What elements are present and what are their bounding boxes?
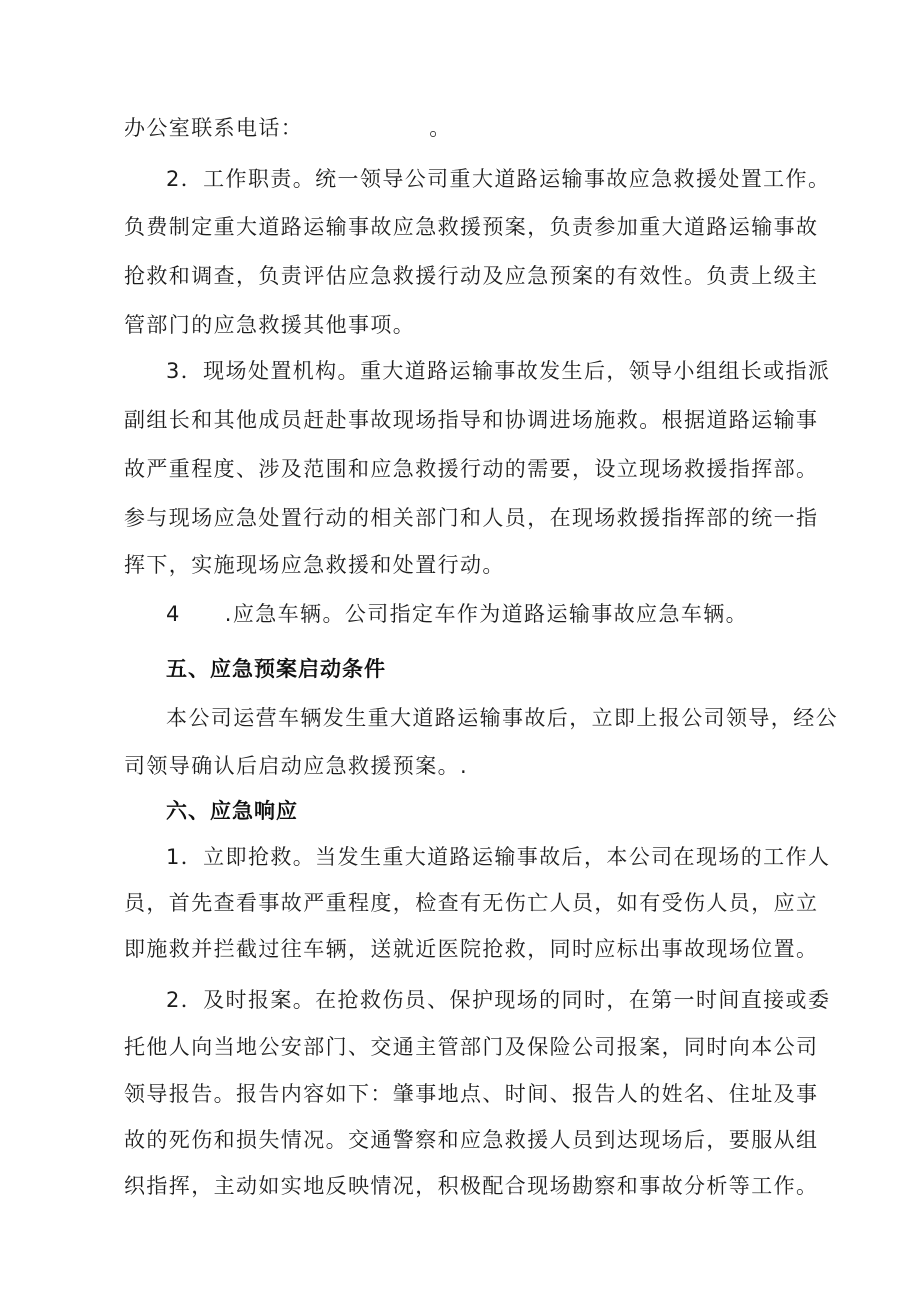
paragraph-line: 负费制定重大道路运输事故应急救援预案，负责参加重大道路运输事故	[124, 215, 819, 239]
paragraph-line: 2．及时报案。在抢救伤员、保护现场的同时，在第一时间直接或委	[166, 988, 831, 1012]
paragraph-line: 抢救和调查，负责评估应急救援行动及应急预案的有效性。负责上级主	[124, 264, 819, 288]
paragraph-line: 托他人向当地公安部门、交通主管部门及保险公司报案，同时向本公司	[124, 1035, 819, 1059]
paragraph-line: 2．工作职责。统一领导公司重大道路运输事故应急救援处置工作。	[166, 167, 831, 191]
paragraph-line: 管部门的应急救援其他事项。	[124, 313, 416, 337]
paragraph-line: 员，首先查看事故严重程度，检查有无伤亡人员，如有受伤人员，应立	[124, 891, 819, 915]
contact-line	[124, 114, 824, 142]
item4-number: 4	[166, 602, 181, 626]
paragraph-line: 故的死伤和损失情况。交通警察和应急救援人员到达现场后，要服从组	[124, 1128, 819, 1152]
contact-end: 。	[429, 116, 452, 140]
paragraph-line: 副组长和其他成员赶赴事故现场指导和协调进场施救。根据道路运输事	[124, 408, 819, 432]
paragraph-line: 织指挥，主动如实地反映情况，积极配合现场勘察和事故分析等工作。	[124, 1174, 819, 1198]
paragraph-line: 挥下，实施现场应急救援和处置行动。	[124, 553, 505, 577]
paragraph-line: 领导报告。报告内容如下：肇事地点、时间、报告人的姓名、住址及事	[124, 1082, 819, 1106]
paragraph-line: 故严重程度、涉及范围和应急救援行动的需要，设立现场救援指挥部。	[124, 457, 819, 481]
paragraph-line: 司领导确认后启动应急救援预案。.	[124, 754, 469, 778]
paragraph-line: 即施救并拦截过往车辆，送就近医院抢救，同时应标出事故现场位置。	[124, 937, 819, 961]
section-heading-5: 五、应急预案启动条件	[166, 657, 386, 681]
section-heading-6: 六、应急响应	[166, 799, 298, 823]
paragraph-line: 3．现场处置机构。重大道路运输事故发生后，领导小组组长或指派	[166, 359, 831, 383]
contact-label: 办公室联系电话：	[124, 116, 304, 140]
item4-line	[166, 600, 826, 628]
paragraph-line: 1．立即抢救。当发生重大道路运输事故后，本公司在现场的工作人	[166, 845, 831, 869]
item4-text: .应急车辆。公司指定车作为道路运输事故应急车辆。	[224, 602, 749, 626]
paragraph-line: 本公司运营车辆发生重大道路运输事故后，立即上报公司领导，经公	[166, 706, 838, 730]
paragraph-line: 参与现场应急处置行动的相关部门和人员，在现场救援指挥部的统一指	[124, 506, 819, 530]
